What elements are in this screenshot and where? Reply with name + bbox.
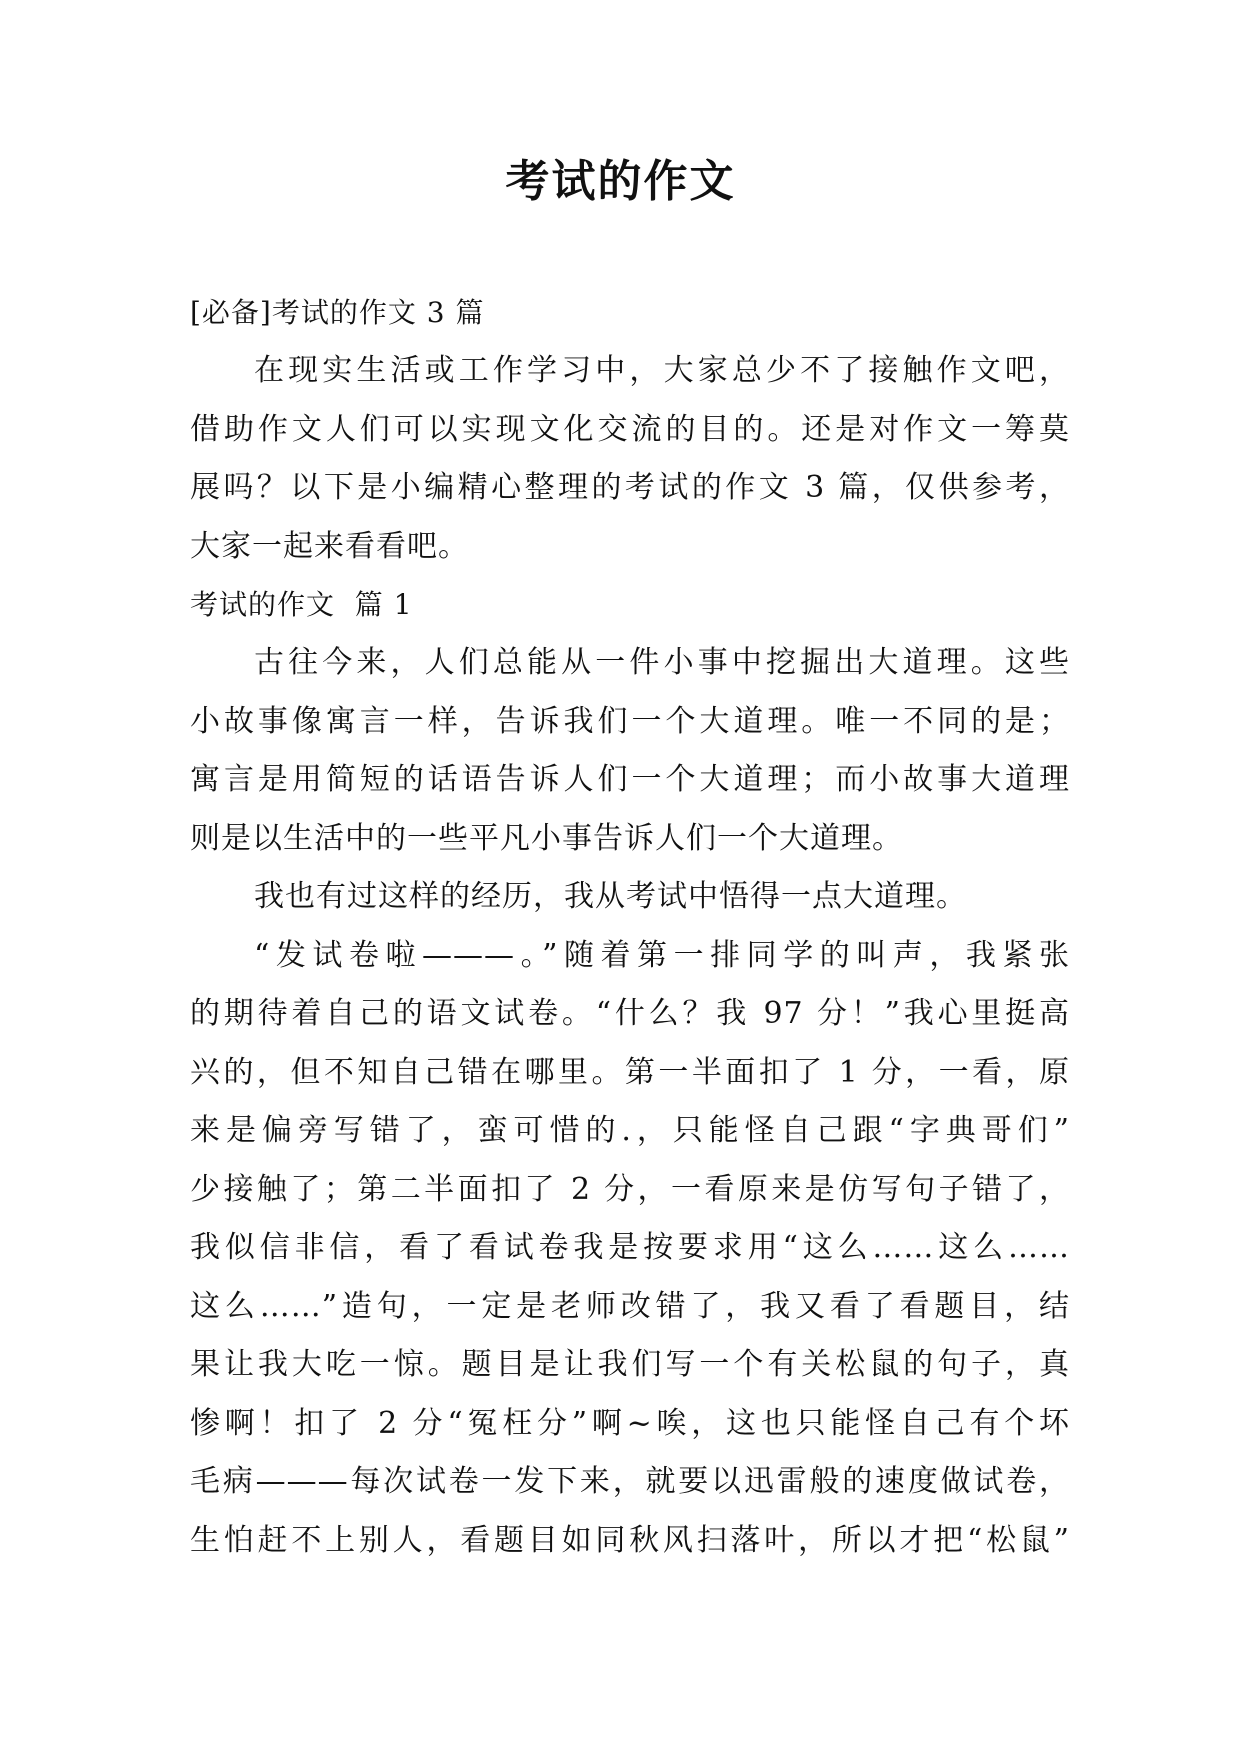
text-line: 在现实生活或工作学习中，大家总少不了接触作文吧， (254, 353, 1070, 388)
text-line: 生怕赶不上别人，看题目如同秋风扫落叶，所以才把“松鼠” (190, 1522, 1070, 1558)
document-title: 考试的作文 (505, 156, 736, 207)
text-line: 少接触了；第二半面扣了 2 分，一看原来是仿写句子错了， (190, 1171, 1070, 1207)
text-line: “发试卷啦———。”随着第一排同学的叫声，我紧张 (254, 937, 1070, 973)
document-subtitle: [必备]考试的作文 3 篇 (190, 296, 485, 329)
text-line: 我也有过这样的经历，我从考试中悟得一点大道理。 (254, 879, 967, 914)
text-line: 则是以生活中的一些平凡小事告诉人们一个大道理。 (190, 820, 903, 856)
text-line: 惨啊！扣了 2 分“冤枉分”啊~唉，这也只能怪自己有个坏 (190, 1405, 1070, 1441)
text-line: 大家一起来看看吧。 (190, 528, 469, 564)
text-line: 展吗？以下是小编精心整理的考试的作文 3 篇，仅供参考， (190, 470, 1070, 505)
paragraph-2 (190, 868, 1070, 927)
text-line: 的期待着自己的语文试卷。“什么？我 97 分！”我心里挺高 (190, 996, 1070, 1031)
text-line: 古往今来，人们总能从一件小事中挖掘出大道理。这些 (254, 645, 1070, 680)
text-line: 借助作文人们可以实现文化交流的目的。还是对作文一筹莫 (190, 411, 1070, 447)
text-line: 来是偏旁写错了，蛮可惜的.，只能怪自己跟“字典哥们” (190, 1113, 1070, 1148)
text-line: 兴的，但不知自己错在哪里。第一半面扣了 1 分，一看，原 (190, 1054, 1070, 1090)
text-line: 这么……”造句，一定是老师改错了，我又看了看题目，结 (190, 1288, 1070, 1324)
text-line: 毛病———每次试卷一发下来，就要以迅雷般的速度做试卷， (190, 1464, 1070, 1499)
paragraph-1 (190, 634, 1070, 868)
text-line: 寓言是用简短的话语告诉人们一个大道理；而小故事大道理 (190, 762, 1070, 797)
text-line: 小故事像寓言一样，告诉我们一个大道理。唯一不同的是； (190, 703, 1070, 739)
text-line: 果让我大吃一惊。题目是让我们写一个有关松鼠的句子，真 (190, 1347, 1070, 1382)
document-body (190, 284, 1070, 1570)
text-line: 我似信非信，看了看试卷我是按要求用“这么……这么…… (190, 1230, 1070, 1265)
paragraph-3 (190, 927, 1070, 1571)
section-heading: 考试的作文 篇 1 (190, 588, 413, 621)
intro-paragraph (190, 342, 1070, 576)
